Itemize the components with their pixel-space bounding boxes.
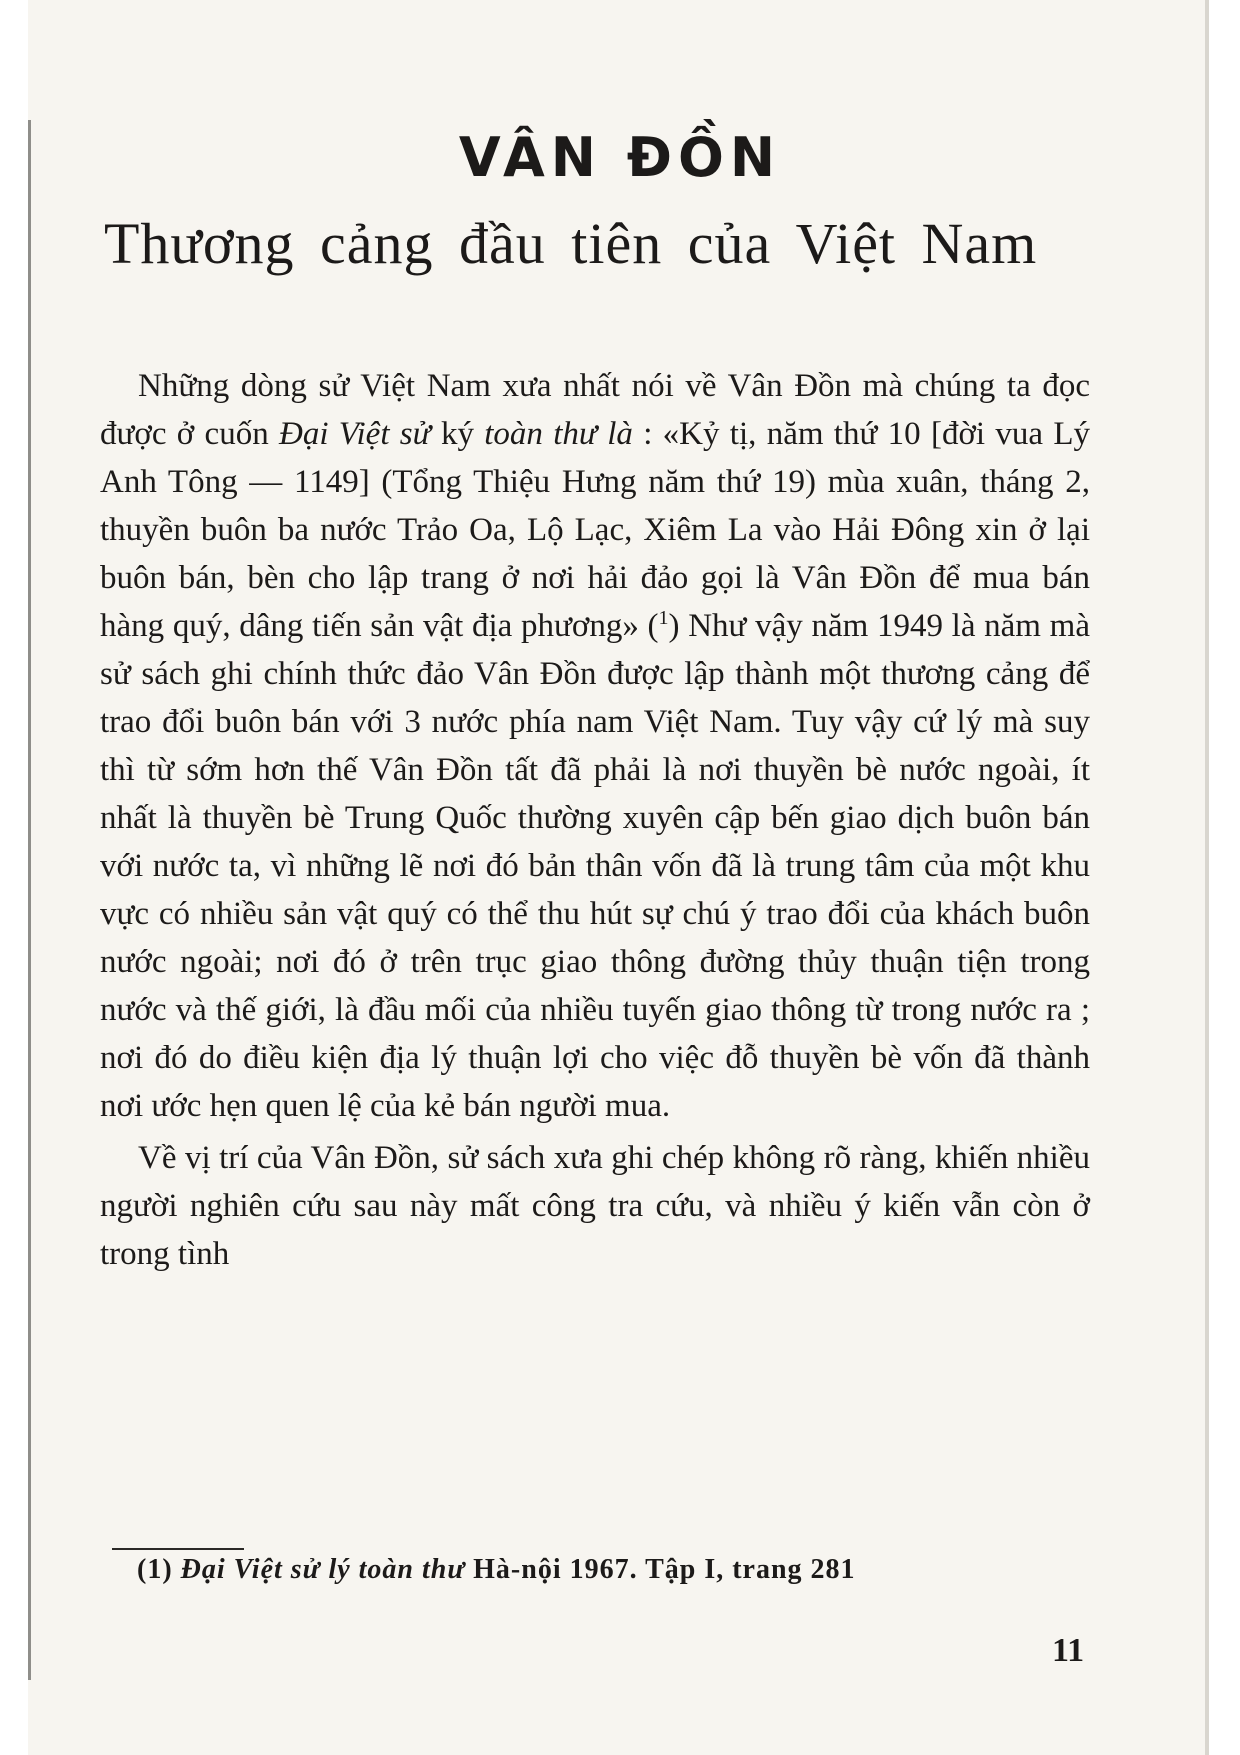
body-text [100, 362, 1090, 1278]
footnote [137, 1554, 1097, 1586]
footnote-divider [112, 1548, 244, 1550]
paragraph-1-part-1: Những dòng sử Việt Nam xưa nhất nói về Vân Đồn mà chúng ta đọc được ở cuốn [100, 368, 1090, 452]
footnote-source: Đại Việt sử lý toàn thư [180, 1554, 466, 1585]
chapter-title: VÂN ĐỒN [458, 126, 782, 189]
page-right-edge [1205, 0, 1209, 1755]
footnote-marker: (1) [137, 1554, 173, 1585]
paragraph-2: Về vị trí của Vân Đồn, sử sách xưa ghi chép không rõ ràng, khiến nhiều người nghiên cứu sau này mất công tra cứu, và nhiều ý kiến vẫn còn ở trong tình [100, 1140, 1090, 1272]
paragraph-1-part-3: : «Kỷ tị, năm thứ 10 [đời vua Lý Anh Tông — 1149] (Tổng Thiệu Hưng năm thứ 19) mùa xuân, tháng 2, thuyền buôn ba nước Trảo Oa, Lộ Lạc, Xiêm La vào Hải Đông xin ở lại buôn bán, bèn cho lập trang ở nơi hải đảo gọi là Vân Đồn để mua bán hàng quý, dâng tiến sản vật địa phương» ( [100, 416, 1090, 644]
book-title-italic-2: toàn thư là [484, 416, 633, 452]
page-number: 11 [1052, 1632, 1085, 1669]
footnote-reference: 1 [658, 607, 669, 629]
footnote-details: Hà-nội 1967. Tập I, trang 281 [473, 1554, 856, 1585]
chapter-subtitle: Thương cảng đầu tiên của Việt Nam [104, 211, 1038, 276]
paragraph-1-part-2: ký [430, 416, 485, 452]
paragraph-1-part-4: ) Như vậy năm 1949 là năm mà sử sách ghi chính thức đảo Vân Đồn được lập thành một thương cảng để trao đổi buôn bán với 3 nước phía nam Việt Nam. Tuy vậy cứ lý mà suy thì từ sớm hơn thế Vân Đồn tất đã phải là nơi thuyền bè nước ngoài, ít nhất là thuyền bè Trung Quốc thường xuyên cập bến giao dịch buôn bán với nước ta, vì những lẽ nơi đó bản thân vốn đã là trung tâm của một khu vực có nhiều sản vật quý có thể thu hút sự chú ý trao đổi của khách buôn nước ngoài; nơi đó ở trên trục giao thông đường thủy thuận tiện trong nước và thế giới, là đầu mối của nhiều tuyến giao thông từ trong nước ra ; nơi đó do điều kiện địa lý thuận lợi cho việc đỗ thuyền bè vốn đã thành nơi ước hẹn quen lệ của kẻ bán người mua. [100, 608, 1090, 1124]
paragraph-1 [100, 362, 1090, 1130]
book-title-italic: Đại Việt sử [279, 416, 431, 452]
page-spine-shadow [28, 120, 31, 1680]
